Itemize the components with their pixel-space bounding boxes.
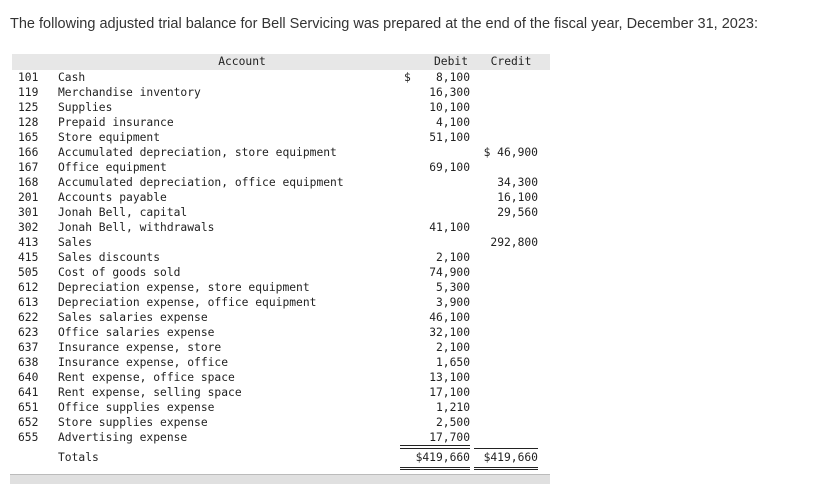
table-row xyxy=(12,160,550,175)
credit-amount: 292,800 xyxy=(490,236,538,249)
debit-amount: 32,100 xyxy=(429,326,470,339)
credit-amount: $ 46,900 xyxy=(483,146,538,159)
account-number: 623 xyxy=(18,326,39,339)
table-row xyxy=(12,385,550,400)
account-name: Sales salaries expense xyxy=(58,311,208,324)
debit-amount: 69,100 xyxy=(429,161,470,174)
table-row xyxy=(12,115,550,130)
account-number: 655 xyxy=(18,431,39,444)
debit-amount: 2,100 xyxy=(435,341,470,354)
table-row xyxy=(12,100,550,115)
account-name: Office salaries expense xyxy=(58,326,215,339)
table-body xyxy=(12,70,550,445)
table-row xyxy=(12,70,550,85)
currency-symbol: $ xyxy=(404,71,411,84)
table-row xyxy=(12,340,550,355)
header-credit: Credit xyxy=(490,55,532,68)
account-name: Accumulated depreciation, office equipment xyxy=(58,176,344,189)
debit-amount: 51,100 xyxy=(429,131,470,144)
table-row xyxy=(12,190,550,205)
debit-amount: 1,210 xyxy=(435,401,470,414)
table-row xyxy=(12,370,550,385)
account-number: 612 xyxy=(18,281,39,294)
credit-amount: 16,100 xyxy=(497,191,538,204)
debit-amount: 41,100 xyxy=(429,221,470,234)
table-row xyxy=(12,265,550,280)
account-number: 415 xyxy=(18,251,39,264)
account-number: 302 xyxy=(18,221,39,234)
table-row xyxy=(12,145,550,160)
account-name: Cost of goods sold xyxy=(58,266,181,279)
debit-amount: 8,100 xyxy=(435,71,470,84)
table-row xyxy=(12,85,550,100)
header-account: Account xyxy=(218,55,266,68)
debit-amount: 4,100 xyxy=(435,116,470,129)
debit-amount: 13,100 xyxy=(429,371,470,384)
table-row xyxy=(12,205,550,220)
account-name: Sales discounts xyxy=(58,251,161,264)
totals-label: Totals xyxy=(58,451,99,464)
table-header xyxy=(12,54,550,70)
account-number: 119 xyxy=(18,86,39,99)
account-number: 201 xyxy=(18,191,39,204)
totals-row xyxy=(12,447,550,469)
account-name: Depreciation expense, store equipment xyxy=(58,281,310,294)
account-name: Jonah Bell, withdrawals xyxy=(58,221,215,234)
account-number: 613 xyxy=(18,296,39,309)
debit-amount: 17,100 xyxy=(429,386,470,399)
account-number: 641 xyxy=(18,386,39,399)
debit-amount: 2,500 xyxy=(435,416,470,429)
trial-balance-table xyxy=(12,54,550,469)
account-number: 101 xyxy=(18,71,39,84)
account-name: Merchandise inventory xyxy=(58,86,201,99)
table-row xyxy=(12,220,550,235)
account-name: Rent expense, selling space xyxy=(58,386,242,399)
table-row xyxy=(12,280,550,295)
account-name: Insurance expense, store xyxy=(58,341,222,354)
credit-amount: 34,300 xyxy=(497,176,538,189)
table-row xyxy=(12,415,550,430)
account-name: Rent expense, office space xyxy=(58,371,235,384)
account-name: Office equipment xyxy=(58,161,167,174)
scrollbar[interactable] xyxy=(10,474,550,484)
debit-amount: 5,300 xyxy=(435,281,470,294)
account-name: Advertising expense xyxy=(58,431,188,444)
debit-amount: 16,300 xyxy=(429,86,470,99)
debit-amount: 74,900 xyxy=(429,266,470,279)
account-name: Supplies xyxy=(58,101,113,114)
table-row xyxy=(12,355,550,370)
table-row xyxy=(12,130,550,145)
account-number: 167 xyxy=(18,161,39,174)
account-number: 168 xyxy=(18,176,39,189)
account-number: 413 xyxy=(18,236,39,249)
table-row xyxy=(12,325,550,340)
account-number: 651 xyxy=(18,401,39,414)
account-number: 637 xyxy=(18,341,39,354)
debit-amount: 1,650 xyxy=(435,356,470,369)
account-name: Store equipment xyxy=(58,131,161,144)
account-name: Cash xyxy=(58,71,86,84)
account-number: 128 xyxy=(18,116,39,129)
account-name: Accumulated depreciation, store equipment xyxy=(58,146,337,159)
totals-credit: $419,660 xyxy=(474,448,538,470)
account-number: 125 xyxy=(18,101,39,114)
account-number: 301 xyxy=(18,206,39,219)
account-name: Insurance expense, office xyxy=(58,356,229,369)
account-number: 166 xyxy=(18,146,39,159)
account-number: 652 xyxy=(18,416,39,429)
table-row xyxy=(12,175,550,190)
credit-amount: 29,560 xyxy=(497,206,538,219)
table-row xyxy=(12,250,550,265)
debit-amount: 2,100 xyxy=(435,251,470,264)
debit-amount: 3,900 xyxy=(435,296,470,309)
debit-amount: 46,100 xyxy=(429,311,470,324)
table-row xyxy=(12,310,550,325)
debit-amount: 10,100 xyxy=(429,101,470,114)
account-name: Prepaid insurance xyxy=(58,116,174,129)
table-row xyxy=(12,295,550,310)
account-name: Sales xyxy=(58,236,93,249)
account-name: Accounts payable xyxy=(58,191,167,204)
table-row xyxy=(12,430,550,445)
account-number: 165 xyxy=(18,131,39,144)
account-number: 638 xyxy=(18,356,39,369)
table-row xyxy=(12,235,550,250)
totals-debit: $419,660 xyxy=(400,448,470,470)
debit-amount: 17,700 xyxy=(400,430,470,446)
account-name: Depreciation expense, office equipment xyxy=(58,296,317,309)
intro-text: The following adjusted trial balance for Bell Servicing was prepared at the end of the fiscal year, December 31, 2023: xyxy=(10,16,758,32)
header-debit: Debit xyxy=(433,55,468,68)
account-name: Jonah Bell, capital xyxy=(58,206,188,219)
account-number: 640 xyxy=(18,371,39,384)
account-name: Office supplies expense xyxy=(58,401,215,414)
account-number: 622 xyxy=(18,311,39,324)
table-row xyxy=(12,400,550,415)
account-number: 505 xyxy=(18,266,39,279)
account-name: Store supplies expense xyxy=(58,416,208,429)
